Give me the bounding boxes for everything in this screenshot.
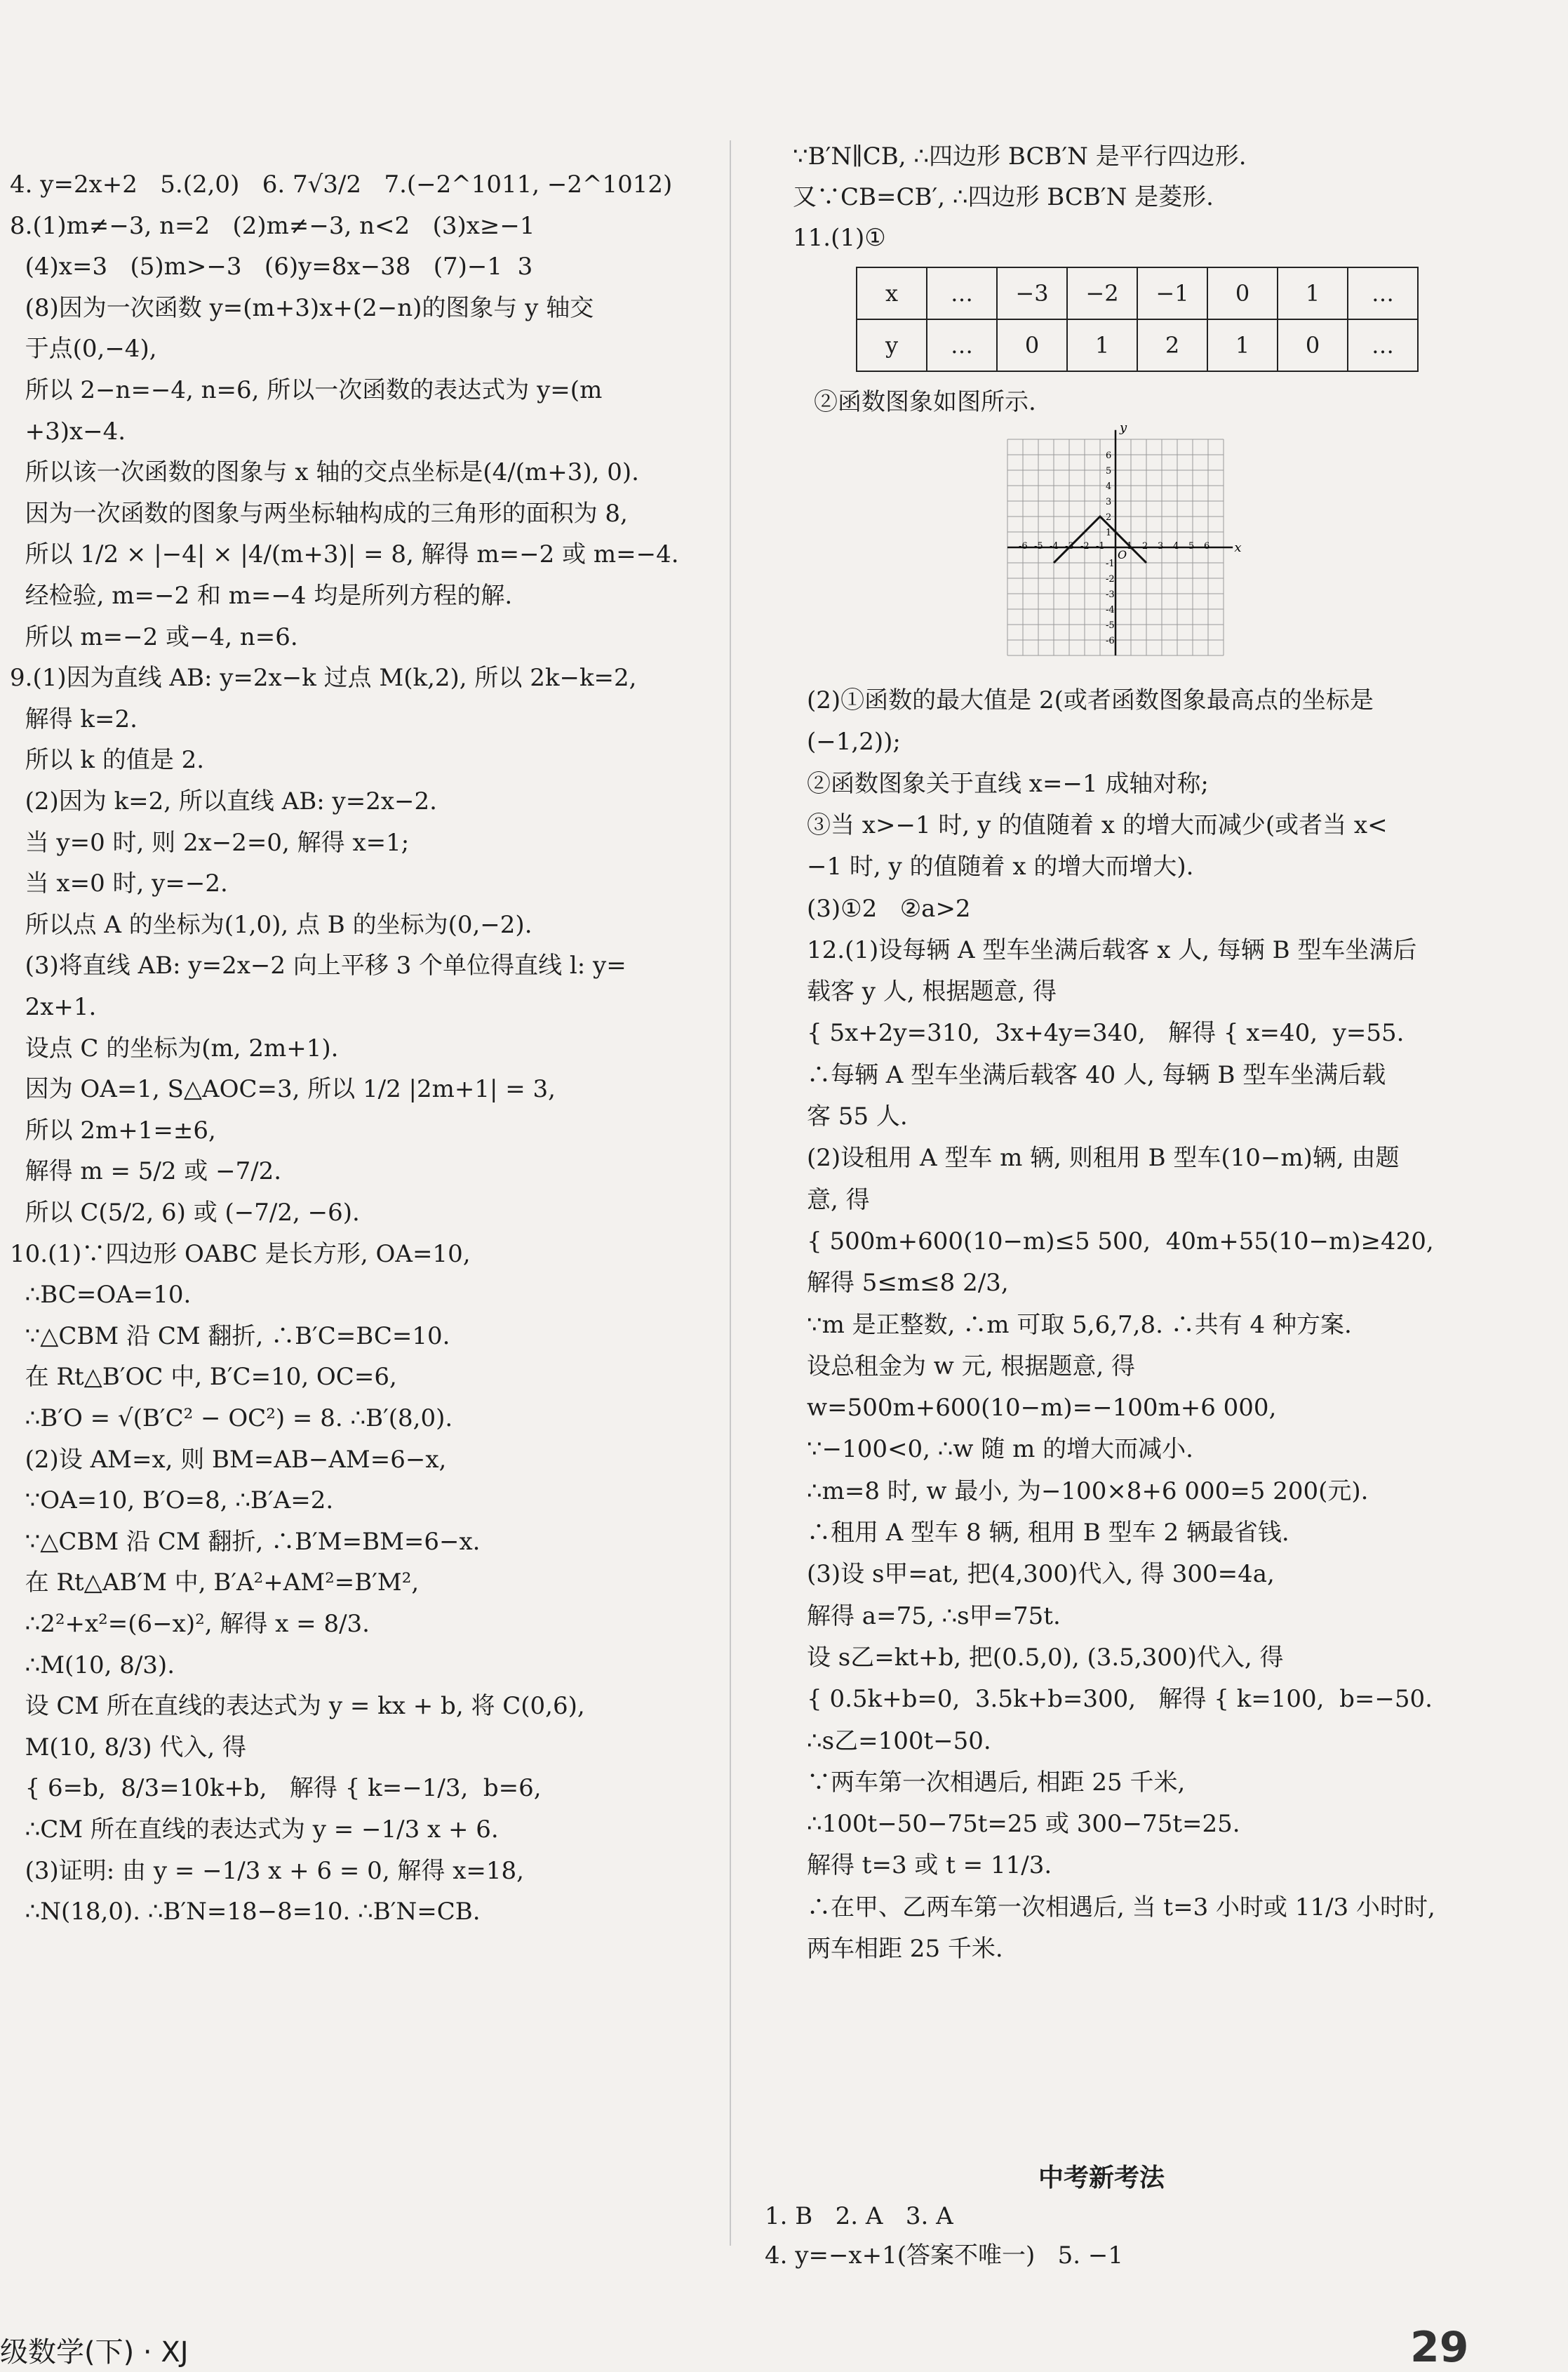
table-cell: 2	[1137, 319, 1207, 371]
answer-line: 解得 5≤m≤8 2/3,	[807, 1269, 1009, 1298]
answer-line: 所以 m=−2 或−4, n=6.	[10, 622, 298, 651]
answer-line: 经检验, m=−2 和 m=−4 均是所列方程的解.	[10, 582, 513, 610]
y-tick-label: -1	[1106, 559, 1115, 569]
table-row-x	[857, 267, 1418, 319]
answer-line: 1. B 2. A 3. A	[765, 2202, 953, 2230]
y-axis-label: y	[1120, 421, 1127, 435]
answer-line: 解得 m = 5/2 或 −7/2.	[10, 1157, 282, 1186]
answer-line: (3)①2 ②a>2	[807, 894, 971, 923]
answer-line: 意, 得	[807, 1185, 870, 1214]
answer-line: 2x+1.	[10, 993, 97, 1021]
table-cell: −1	[1137, 267, 1207, 319]
table-cell: …	[1348, 319, 1418, 371]
table-cell: …	[927, 319, 997, 371]
x-tick-label: 4	[1173, 541, 1179, 552]
answer-line: 所以 C(5/2, 6) 或 (−7/2, −6).	[10, 1199, 360, 1227]
answer-line: +3)x−4.	[10, 417, 126, 446]
table-row-y	[857, 319, 1418, 371]
y-tick-label: -3	[1106, 589, 1115, 600]
section-title: 中考新考法	[1038, 2164, 1165, 2192]
table-cell: 0	[997, 319, 1067, 371]
y-tick-label: 1	[1106, 528, 1112, 538]
answer-line: 8.(1)m≠−3, n=2 (2)m≠−3, n<2 (3)x≥−1	[10, 211, 535, 240]
answer-line: 4. y=−x+1(答案不唯一) 5. −1	[765, 2241, 1124, 2270]
answer-line: 解得 t=3 或 t = 11/3.	[807, 1851, 1052, 1880]
column-divider	[730, 140, 731, 2246]
answer-line: ③当 x>−1 时, y 的值随着 x 的增大而减少(或者当 x<	[807, 811, 1388, 839]
x-tick-label: 2	[1142, 541, 1148, 552]
answer-line: (3)证明: 由 y = −1/3 x + 6 = 0, 解得 x=18,	[10, 1856, 524, 1885]
answer-line: ∴在甲、乙两车第一次相遇后, 当 t=3 小时或 11/3 小时时,	[807, 1893, 1435, 1921]
answer-line: ∴租用 A 型车 8 辆, 租用 B 型车 2 辆最省钱.	[807, 1519, 1289, 1547]
answer-line: ∴CM 所在直线的表达式为 y = −1/3 x + 6.	[10, 1815, 499, 1844]
answer-line: { 500m+600(10−m)≤5 500, 40m+55(10−m)≥420,	[807, 1227, 1434, 1255]
x-tick-label: -1	[1096, 541, 1105, 552]
y-tick-label: -2	[1106, 574, 1115, 585]
x-tick-label: 3	[1158, 541, 1164, 552]
answer-line: (2)设 AM=x, 则 BM=AB−AM=6−x,	[10, 1445, 447, 1474]
answer-line: ∵两车第一次相遇后, 相距 25 千米,	[807, 1768, 1186, 1797]
y-tick-label: 3	[1106, 497, 1112, 507]
x-tick-label: -6	[1019, 541, 1028, 552]
origin-label: O	[1118, 548, 1127, 561]
answer-line: ∵m 是正整数, ∴m 可取 5,6,7,8. ∴共有 4 种方案.	[807, 1310, 1352, 1339]
y-tick-label: 2	[1106, 512, 1112, 523]
answer-line: 9.(1)因为直线 AB: y=2x−k 过点 M(k,2), 所以 2k−k=2,	[10, 664, 637, 693]
answer-line: 4. y=2x+2 5.(2,0) 6. 7√3/2 7.(−2^1011, −2^1012)	[10, 171, 673, 199]
y-tick-label: -5	[1106, 620, 1115, 631]
x-axis-label: x	[1234, 540, 1242, 555]
answer-line: ∵△CBM 沿 CM 翻折, ∴B′M=BM=6−x.	[10, 1527, 481, 1556]
answer-line: (2)①函数的最大值是 2(或者函数图象最高点的坐标是	[807, 686, 1374, 714]
answer-line: 两车相距 25 千米.	[807, 1935, 1003, 1963]
x-tick-label: 6	[1204, 541, 1210, 552]
answer-line: M(10, 8/3) 代入, 得	[10, 1733, 246, 1761]
table-cell: 0	[1278, 319, 1348, 371]
answer-line: 所以 1/2 × |−4| × |4/(m+3)| = 8, 解得 m=−2 或 m=−4.	[10, 540, 679, 569]
answer-line: 所以 2m+1=±6,	[10, 1116, 216, 1145]
answer-line: (2)设租用 A 型车 m 辆, 则租用 B 型车(10−m)辆, 由题	[807, 1144, 1400, 1173]
answer-line: ∵△CBM 沿 CM 翻折, ∴B′C=BC=10.	[10, 1321, 450, 1350]
answer-line: ∴B′O = √(B′C² − OC²) = 8. ∴B′(8,0).	[10, 1404, 453, 1432]
function-graph	[996, 421, 1263, 674]
answer-line: ∴BC=OA=10.	[10, 1281, 192, 1310]
y-tick-label: 5	[1106, 466, 1112, 477]
answer-line: 当 x=0 时, y=−2.	[10, 869, 228, 898]
answer-line: (2)因为 k=2, 所以直线 AB: y=2x−2.	[10, 787, 437, 815]
x-tick-label: -2	[1080, 541, 1090, 552]
answer-line: 解得 k=2.	[10, 705, 138, 733]
table-cell: 1	[1207, 319, 1278, 371]
x-tick-label: 5	[1188, 541, 1195, 552]
answer-line: ∵OA=10, B′O=8, ∴B′A=2.	[10, 1486, 334, 1515]
y-tick-label: 4	[1106, 481, 1112, 492]
table-cell: −3	[997, 267, 1067, 319]
y-tick-label: 6	[1106, 451, 1112, 461]
answer-line: (3)将直线 AB: y=2x−2 向上平移 3 个单位得直线 l: y=	[10, 952, 626, 980]
answer-line: (8)因为一次函数 y=(m+3)x+(2−n)的图象与 y 轴交	[10, 293, 594, 322]
answer-line: 客 55 人.	[807, 1102, 908, 1131]
table-cell: 1	[1067, 319, 1137, 371]
table-cell: −2	[1067, 267, 1137, 319]
answer-line: ②函数图象关于直线 x=−1 成轴对称;	[807, 769, 1209, 798]
y-tick-label: -4	[1106, 605, 1115, 615]
answer-line: (−1,2));	[807, 728, 901, 757]
table-cell: 1	[1278, 267, 1348, 319]
answer-line: 因为一次函数的图象与两坐标轴构成的三角形的面积为 8,	[10, 499, 628, 528]
answer-line: ∴N(18,0). ∴B′N=18−8=10. ∴B′N=CB.	[10, 1898, 481, 1926]
table-header-y: y	[857, 319, 927, 371]
answer-line: { 6=b, 8/3=10k+b, 解得 { k=−1/3, b=6,	[10, 1774, 542, 1803]
table-cell: 0	[1207, 267, 1278, 319]
answer-line: 设 CM 所在直线的表达式为 y = kx + b, 将 C(0,6),	[10, 1692, 585, 1721]
answer-line: 11.(1)①	[793, 224, 886, 252]
answer-line: ∴M(10, 8/3).	[10, 1651, 175, 1679]
page-number: 29	[1410, 2323, 1469, 2372]
answer-line: ∴2²+x²=(6−x)², 解得 x = 8/3.	[10, 1610, 370, 1638]
answer-line: 因为 OA=1, S△AOC=3, 所以 1/2 |2m+1| = 3,	[10, 1075, 556, 1104]
answer-line: 设点 C 的坐标为(m, 2m+1).	[10, 1034, 339, 1062]
answer-line: w=500m+600(10−m)=−100m+6 000,	[807, 1394, 1277, 1422]
answer-line: 载客 y 人, 根据题意, 得	[807, 978, 1057, 1006]
answer-line: 又∵CB=CB′, ∴四边形 BCB′N 是菱形.	[793, 183, 1214, 211]
graph-tick-labels	[1019, 451, 1209, 646]
answer-line: 设 s乙=kt+b, 把(0.5,0), (3.5,300)代入, 得	[807, 1643, 1284, 1672]
table-header-x: x	[857, 267, 927, 319]
answer-line: 解得 a=75, ∴s甲=75t.	[807, 1601, 1061, 1630]
x-tick-label: -5	[1034, 541, 1043, 552]
table-cell: …	[1348, 267, 1418, 319]
y-tick-label: -6	[1106, 636, 1115, 646]
answer-line: 10.(1)∵四边形 OABC 是长方形, OA=10,	[10, 1239, 471, 1268]
answer-line: 在 Rt△B′OC 中, B′C=10, OC=6,	[10, 1363, 397, 1392]
answer-line: (4)x=3 (5)m>−3 (6)y=8x−38 (7)−1 3	[10, 253, 533, 281]
answer-line: 在 Rt△AB′M 中, B′A²+AM²=B′M²,	[10, 1568, 420, 1597]
graph-axes	[1007, 421, 1242, 655]
answer-line: ∴s乙=100t−50.	[807, 1726, 991, 1755]
answer-line: −1 时, y 的值随着 x 的增大而增大).	[807, 853, 1194, 881]
answer-line: ∴100t−50−75t=25 或 300−75t=25.	[807, 1810, 1240, 1839]
answer-line: { 5x+2y=310, 3x+4y=340, 解得 { x=40, y=55.	[807, 1019, 1405, 1048]
answer-line: ∴每辆 A 型车坐满后载客 40 人, 每辆 B 型车坐满后载	[807, 1060, 1386, 1089]
answer-line: 当 y=0 时, 则 2x−2=0, 解得 x=1;	[10, 828, 410, 857]
answer-line: 所以该一次函数的图象与 x 轴的交点坐标是(4/(m+3), 0).	[10, 458, 639, 487]
answer-line: ∵B′N∥CB, ∴四边形 BCB′N 是平行四边形.	[793, 142, 1247, 171]
answer-line: ∴m=8 时, w 最小, 为−100×8+6 000=5 200(元).	[807, 1477, 1369, 1505]
table-cell: …	[927, 267, 997, 319]
answer-line: { 0.5k+b=0, 3.5k+b=300, 解得 { k=100, b=−50.	[807, 1685, 1433, 1714]
x-tick-label: -3	[1065, 541, 1074, 552]
answer-line: 所以 k 的值是 2.	[10, 746, 205, 775]
graph-caption: ②函数图象如图所示.	[814, 388, 1036, 416]
answer-line: 设总租金为 w 元, 根据题意, 得	[807, 1352, 1135, 1380]
answer-line: (3)设 s甲=at, 把(4,300)代入, 得 300=4a,	[807, 1560, 1275, 1589]
value-table	[856, 267, 1419, 372]
answer-line: 12.(1)设每辆 A 型车坐满后载客 x 人, 每辆 B 型车坐满后	[807, 935, 1417, 964]
answer-line: 于点(0,−4),	[10, 335, 157, 364]
x-tick-label: -4	[1050, 541, 1059, 552]
answer-line: 所以点 A 的坐标为(1,0), 点 B 的坐标为(0,−2).	[10, 910, 532, 939]
footer-subject: 级数学(下) · XJ	[0, 2336, 189, 2368]
answer-line: 所以 2−n=−4, n=6, 所以一次函数的表达式为 y=(m	[10, 376, 603, 404]
answer-line: ∵−100<0, ∴w 随 m 的增大而减小.	[807, 1435, 1193, 1464]
x-tick-label: 1	[1127, 541, 1133, 552]
